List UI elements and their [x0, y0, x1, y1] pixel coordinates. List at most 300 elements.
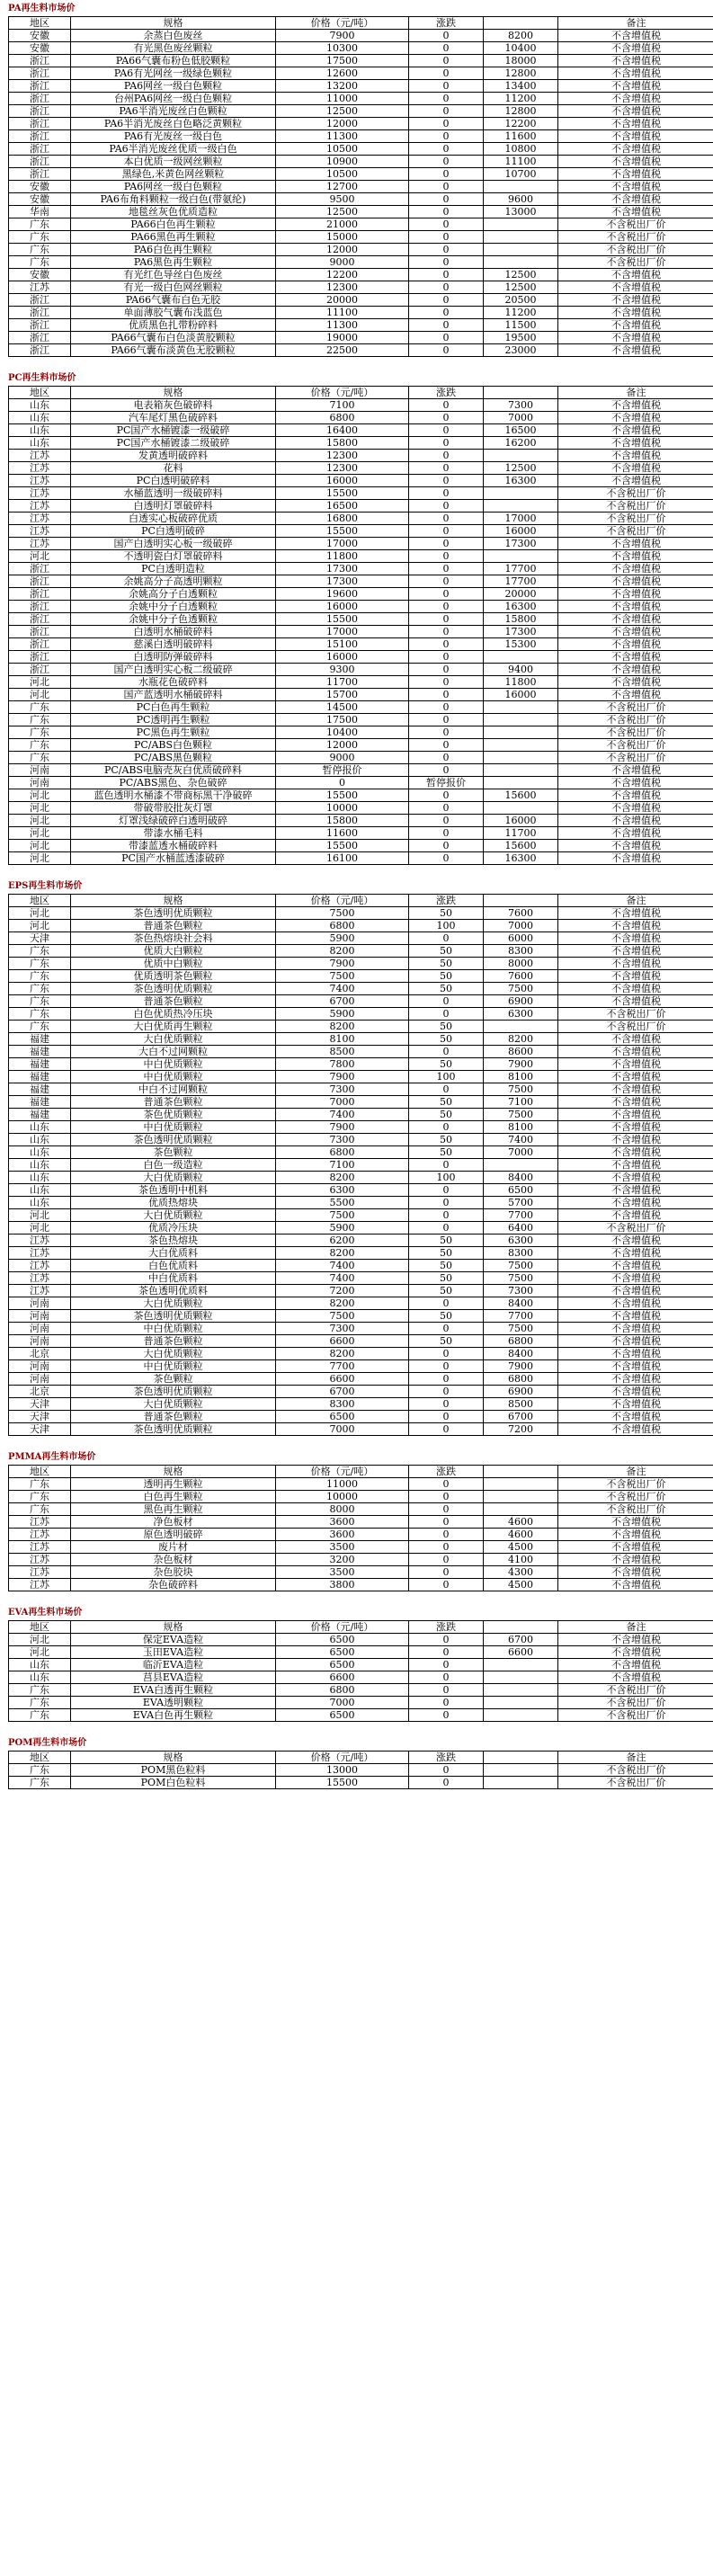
- table-row: [9, 1386, 713, 1398]
- table-cell: 0: [409, 575, 484, 588]
- table-cell: 50: [409, 1033, 484, 1046]
- table-cell: 8400: [484, 1348, 558, 1360]
- table-cell: 0: [409, 156, 484, 168]
- table-cell: 8300: [484, 1247, 558, 1260]
- table-cell: 不含税出厂价: [558, 487, 713, 500]
- table-cell: 11600: [276, 827, 409, 840]
- table-cell: 河南: [9, 764, 71, 777]
- table-cell: 茶色热熔块: [71, 1235, 276, 1247]
- table-cell: 6500: [276, 1411, 409, 1423]
- price-report: [0, 2, 713, 1789]
- table-cell: 江苏: [9, 1235, 71, 1247]
- table-cell: 50: [409, 1021, 484, 1033]
- table-cell: 不含增值税: [558, 777, 713, 789]
- table-cell: 不透明瓷白灯罩破碎料: [71, 550, 276, 563]
- table-cell: 8500: [276, 1046, 409, 1058]
- table-cell: 0: [409, 294, 484, 307]
- table-cell: 山东: [9, 1159, 71, 1172]
- header-cell: 规格: [71, 1466, 276, 1478]
- table-cell: 8400: [484, 1297, 558, 1310]
- table-cell: PA66气囊布粉色低胶颗粒: [71, 55, 276, 67]
- table-cell: 7400: [276, 1260, 409, 1272]
- table-cell: 19000: [276, 332, 409, 344]
- table-cell: 不含增值税: [558, 664, 713, 676]
- table-cell: 13400: [484, 80, 558, 93]
- table-cell: 0: [409, 1046, 484, 1058]
- table-cell: 广东: [9, 995, 71, 1008]
- table-cell: 7400: [276, 1272, 409, 1285]
- table-cell: 河北: [9, 907, 71, 920]
- price-table: [8, 1751, 713, 1789]
- table-cell: 不含增值税: [558, 105, 713, 118]
- table-cell: 0: [409, 764, 484, 777]
- table-cell: 7500: [484, 1260, 558, 1272]
- table-cell: 福建: [9, 1083, 71, 1096]
- table-cell: 河北: [9, 815, 71, 827]
- table-cell: 不含增值税: [558, 1360, 713, 1373]
- table-cell: [484, 1491, 558, 1503]
- table-cell: 15500: [276, 613, 409, 626]
- table-row: [9, 1529, 713, 1541]
- table-cell: 0: [409, 538, 484, 550]
- table-cell: PC/ABS黑色颗粒: [71, 752, 276, 764]
- table-cell: 不含增值税: [558, 1297, 713, 1310]
- table-cell: 山东: [9, 1172, 71, 1184]
- table-cell: 余姚中分子色透颗粒: [71, 613, 276, 626]
- table-cell: 不含增值税: [558, 437, 713, 450]
- table-cell: 山东: [9, 1197, 71, 1209]
- table-cell: 广东: [9, 1491, 71, 1503]
- table-cell: 山东: [9, 412, 71, 424]
- table-cell: 17500: [276, 55, 409, 67]
- table-cell: 4100: [484, 1554, 558, 1566]
- table-cell: 7700: [484, 1209, 558, 1222]
- table-cell: 16400: [276, 424, 409, 437]
- table-cell: 6700: [484, 1411, 558, 1423]
- table-cell: 0: [409, 269, 484, 281]
- table-cell: [484, 1777, 558, 1789]
- table-cell: 0: [409, 424, 484, 437]
- table-cell: [484, 231, 558, 244]
- table-cell: 7000: [276, 1096, 409, 1109]
- table-cell: 江苏: [9, 475, 71, 487]
- table-cell: [484, 726, 558, 739]
- table-cell: 保定EVA造粒: [71, 1634, 276, 1646]
- table-cell: 广东: [9, 1503, 71, 1516]
- table-cell: 10900: [276, 156, 409, 168]
- table-cell: 江苏: [9, 1579, 71, 1591]
- table-cell: 8200: [276, 1348, 409, 1360]
- table-cell: 不含增值税: [558, 1285, 713, 1297]
- table-cell: 不含增值税: [558, 1260, 713, 1272]
- table-cell: 不含增值税: [558, 1235, 713, 1247]
- table-cell: 0: [409, 1646, 484, 1659]
- header-cell: 价格（元/吨）: [276, 387, 409, 399]
- table-cell: 天津: [9, 932, 71, 945]
- table-row: [9, 1634, 713, 1646]
- table-cell: 6300: [276, 1184, 409, 1197]
- table-cell: 福建: [9, 1109, 71, 1121]
- table-cell: 0: [409, 601, 484, 613]
- table-cell: 8400: [484, 1172, 558, 1184]
- table-cell: 不含税出厂价: [558, 1478, 713, 1491]
- table-cell: PA6半消光废丝白色略泛黄颗粒: [71, 118, 276, 130]
- table-cell: 浙江: [9, 638, 71, 651]
- table-cell: [484, 764, 558, 777]
- table-cell: 广东: [9, 714, 71, 726]
- header-cell: 价格（元/吨）: [276, 17, 409, 30]
- table-cell: 6600: [276, 1335, 409, 1348]
- table-cell: 不含税出厂价: [558, 701, 713, 714]
- table-row: [9, 1335, 713, 1348]
- table-cell: 河北: [9, 689, 71, 701]
- table-row: [9, 1554, 713, 1566]
- table-cell: PC透明再生颗粒: [71, 714, 276, 726]
- table-cell: PC国产水桶蓝透漆破碎: [71, 852, 276, 865]
- header-cell: [484, 17, 558, 30]
- table-cell: PA6布角料颗粒一级白色(带氨纶): [71, 193, 276, 206]
- table-cell: PA66气囊布淡黄色无胶颗粒: [71, 344, 276, 357]
- table-cell: 不含增值税: [558, 462, 713, 475]
- table-cell: 17700: [484, 563, 558, 575]
- table-row: [9, 932, 713, 945]
- table-row: [9, 1579, 713, 1591]
- table-cell: 0: [409, 815, 484, 827]
- table-cell: 7700: [484, 1310, 558, 1323]
- table-cell: 不含增值税: [558, 676, 713, 689]
- header-cell: [484, 1621, 558, 1634]
- table-cell: 广东: [9, 1777, 71, 1789]
- table-cell: 0: [409, 344, 484, 357]
- table-cell: 江苏: [9, 1566, 71, 1579]
- table-cell: 杂色胶块: [71, 1566, 276, 1579]
- table-cell: 浙江: [9, 307, 71, 319]
- table-cell: 0: [409, 1491, 484, 1503]
- table-cell: 河北: [9, 789, 71, 802]
- table-cell: 4600: [484, 1516, 558, 1529]
- table-cell: 浙江: [9, 80, 71, 93]
- table-cell: 7900: [484, 1360, 558, 1373]
- header-cell: 备注: [558, 17, 713, 30]
- table-row: [9, 1297, 713, 1310]
- table-cell: 不含税出厂价: [558, 1222, 713, 1235]
- table-row: [9, 1109, 713, 1121]
- table-cell: 河南: [9, 1373, 71, 1386]
- table-cell: 9500: [276, 193, 409, 206]
- table-cell: 白透明灯罩破碎料: [71, 500, 276, 513]
- table-row: [9, 613, 713, 626]
- table-cell: 7200: [484, 1423, 558, 1436]
- table-row: [9, 575, 713, 588]
- table-cell: 50: [409, 1260, 484, 1272]
- table-cell: 大白优质颗粒: [71, 1033, 276, 1046]
- table-cell: 0: [409, 319, 484, 332]
- table-cell: 不含税出厂价: [558, 1697, 713, 1709]
- table-row: [9, 1184, 713, 1197]
- table-cell: 河北: [9, 1209, 71, 1222]
- table-cell: 水瓶花色破碎料: [71, 676, 276, 689]
- table-cell: 普通茶色颗粒: [71, 995, 276, 1008]
- table-cell: 不含增值税: [558, 651, 713, 664]
- table-row: [9, 130, 713, 143]
- table-row: [9, 1398, 713, 1411]
- table-cell: 白透明防弹破碎料: [71, 651, 276, 664]
- table-cell: 21000: [276, 218, 409, 231]
- table-cell: 广东: [9, 256, 71, 269]
- table-cell: 广东: [9, 983, 71, 995]
- table-cell: 12300: [276, 462, 409, 475]
- header-cell: 涨跌: [409, 895, 484, 907]
- table-cell: 9600: [484, 193, 558, 206]
- table-cell: 杂色板材: [71, 1554, 276, 1566]
- table-row: [9, 1083, 713, 1096]
- table-row: [9, 651, 713, 664]
- table-cell: 广东: [9, 970, 71, 983]
- table-cell: 山东: [9, 399, 71, 412]
- table-cell: 0: [409, 1222, 484, 1235]
- table-cell: 山东: [9, 424, 71, 437]
- table-cell: 广东: [9, 701, 71, 714]
- table-cell: PC/ABS白色颗粒: [71, 739, 276, 752]
- header-cell: 涨跌: [409, 17, 484, 30]
- table-cell: 0: [409, 1516, 484, 1529]
- table-row: [9, 1285, 713, 1297]
- table-cell: 花料: [71, 462, 276, 475]
- table-cell: 浙江: [9, 575, 71, 588]
- table-cell: 0: [409, 1197, 484, 1209]
- table-cell: 浙江: [9, 319, 71, 332]
- table-cell: PA6有光废丝一级白色: [71, 130, 276, 143]
- table-cell: 17700: [484, 575, 558, 588]
- table-cell: [484, 487, 558, 500]
- table-cell: 单面薄胶气囊布浅蓝色: [71, 307, 276, 319]
- table-cell: 16200: [484, 437, 558, 450]
- table-cell: 广东: [9, 726, 71, 739]
- table-cell: 7500: [276, 1310, 409, 1323]
- table-row: [9, 1516, 713, 1529]
- table-cell: 茶色热熔块社会料: [71, 932, 276, 945]
- table-cell: 8100: [484, 1121, 558, 1134]
- table-cell: 浙江: [9, 651, 71, 664]
- table-cell: 0: [409, 1659, 484, 1671]
- table-cell: 不含增值税: [558, 344, 713, 357]
- table-cell: 不含税出厂价: [558, 1021, 713, 1033]
- table-cell: 不含增值税: [558, 1659, 713, 1671]
- table-cell: 河南: [9, 1360, 71, 1373]
- table-cell: 河北: [9, 676, 71, 689]
- table-header-row: [9, 1752, 713, 1764]
- header-cell: 价格（元/吨）: [276, 1752, 409, 1764]
- table-cell: 不含增值税: [558, 802, 713, 815]
- table-row: [9, 1159, 713, 1172]
- table-cell: 江苏: [9, 525, 71, 538]
- table-cell: 11300: [276, 319, 409, 332]
- table-cell: 不含税出厂价: [558, 1777, 713, 1789]
- table-cell: PA66气囊布白色淡黄胶颗粒: [71, 332, 276, 344]
- table-cell: 50: [409, 958, 484, 970]
- table-cell: 8300: [276, 1398, 409, 1411]
- table-cell: PC/ABS电脑壳灰白优质破碎料: [71, 764, 276, 777]
- table-cell: 8200: [276, 1021, 409, 1033]
- table-cell: 不含税出厂价: [558, 218, 713, 231]
- table-row: [9, 1709, 713, 1722]
- table-cell: 0: [409, 412, 484, 424]
- table-row: [9, 1659, 713, 1671]
- table-cell: 不含税出厂价: [558, 752, 713, 764]
- table-cell: 15600: [484, 789, 558, 802]
- table-cell: 江苏: [9, 1260, 71, 1272]
- table-cell: 浙江: [9, 588, 71, 601]
- table-row: [9, 1360, 713, 1373]
- table-cell: 白透明水桶破碎料: [71, 626, 276, 638]
- table-cell: 100: [409, 1172, 484, 1184]
- table-cell: 0: [409, 1579, 484, 1591]
- table-cell: 中白优质颗粒: [71, 1360, 276, 1373]
- table-cell: 不含增值税: [558, 932, 713, 945]
- table-cell: PA6黑色再生颗粒: [71, 256, 276, 269]
- table-row: [9, 1310, 713, 1323]
- table-cell: 汽车尾灯黑色破碎料: [71, 412, 276, 424]
- table-cell: 9300: [276, 664, 409, 676]
- table-cell: [484, 1671, 558, 1684]
- header-cell: 地区: [9, 17, 71, 30]
- table-cell: 0: [409, 513, 484, 525]
- table-cell: 7900: [276, 958, 409, 970]
- table-cell: 0: [276, 777, 409, 789]
- table-cell: 0: [409, 487, 484, 500]
- table-cell: PA6网丝一级白色颗粒: [71, 181, 276, 193]
- table-cell: 6500: [276, 1709, 409, 1722]
- table-cell: 0: [409, 1398, 484, 1411]
- table-cell: 11100: [484, 156, 558, 168]
- table-cell: 浙江: [9, 130, 71, 143]
- table-cell: 6300: [484, 1008, 558, 1021]
- table-cell: [484, 1684, 558, 1697]
- table-cell: 浙江: [9, 664, 71, 676]
- table-cell: 广东: [9, 1684, 71, 1697]
- table-cell: 浙江: [9, 143, 71, 156]
- table-row: [9, 827, 713, 840]
- section-gap: [8, 1722, 705, 1734]
- table-cell: 11100: [276, 307, 409, 319]
- table-cell: 5900: [276, 1008, 409, 1021]
- table-cell: 0: [409, 664, 484, 676]
- table-cell: 9000: [276, 256, 409, 269]
- table-cell: 电表箱灰色破碎料: [71, 399, 276, 412]
- table-row: [9, 67, 713, 80]
- table-cell: 8300: [484, 945, 558, 958]
- table-row: [9, 1021, 713, 1033]
- table-cell: 普通茶色颗粒: [71, 1096, 276, 1109]
- table-cell: 16300: [484, 475, 558, 487]
- table-cell: 茶色透明优质颗粒: [71, 983, 276, 995]
- table-cell: 山东: [9, 437, 71, 450]
- price-table: [8, 1620, 713, 1722]
- table-cell: 11500: [484, 319, 558, 332]
- table-row: [9, 538, 713, 550]
- table-cell: 不含增值税: [558, 563, 713, 575]
- table-row: [9, 588, 713, 601]
- table-cell: 7300: [276, 1323, 409, 1335]
- table-cell: 广东: [9, 945, 71, 958]
- table-cell: 0: [409, 256, 484, 269]
- table-cell: 23000: [484, 344, 558, 357]
- table-cell: 15500: [276, 840, 409, 852]
- header-cell: 地区: [9, 895, 71, 907]
- table-cell: 50: [409, 945, 484, 958]
- table-cell: 原色透明破碎: [71, 1529, 276, 1541]
- table-cell: 0: [409, 1373, 484, 1386]
- table-cell: 6300: [484, 1235, 558, 1247]
- table-cell: 5700: [484, 1197, 558, 1209]
- table-cell: 16300: [484, 601, 558, 613]
- table-cell: 16000: [484, 689, 558, 701]
- table-cell: [484, 701, 558, 714]
- table-cell: 浙江: [9, 93, 71, 105]
- table-cell: 不含增值税: [558, 1671, 713, 1684]
- table-cell: 19500: [484, 332, 558, 344]
- table-cell: 不含增值税: [558, 412, 713, 424]
- table-cell: 不含增值税: [558, 130, 713, 143]
- table-cell: 0: [409, 1529, 484, 1541]
- table-cell: 11800: [276, 550, 409, 563]
- table-cell: 50: [409, 983, 484, 995]
- section-gap: [8, 1591, 705, 1604]
- table-cell: 不含增值税: [558, 143, 713, 156]
- table-cell: 15800: [484, 613, 558, 626]
- table-cell: 15300: [484, 638, 558, 651]
- table-cell: 不含增值税: [558, 1184, 713, 1197]
- table-cell: 不含增值税: [558, 1172, 713, 1184]
- table-cell: 50: [409, 1285, 484, 1297]
- table-cell: 不含增值税: [558, 1634, 713, 1646]
- header-cell: 备注: [558, 387, 713, 399]
- table-cell: 7900: [276, 1121, 409, 1134]
- header-cell: 规格: [71, 1621, 276, 1634]
- table-cell: 7500: [484, 1083, 558, 1096]
- table-cell: 白色优质热冷压块: [71, 1008, 276, 1021]
- price-table: [8, 16, 713, 357]
- table-cell: 广东: [9, 958, 71, 970]
- table-cell: [484, 256, 558, 269]
- table-cell: 6600: [484, 1646, 558, 1659]
- table-cell: 福建: [9, 1058, 71, 1071]
- header-cell: 备注: [558, 1752, 713, 1764]
- table-cell: 江苏: [9, 500, 71, 513]
- table-cell: 12000: [276, 118, 409, 130]
- table-cell: 6800: [276, 412, 409, 424]
- table-cell: 0: [409, 450, 484, 462]
- table-cell: 12700: [276, 181, 409, 193]
- table-cell: 0: [409, 802, 484, 815]
- table-cell: 50: [409, 1335, 484, 1348]
- table-cell: 7000: [276, 1423, 409, 1436]
- table-cell: 不含增值税: [558, 30, 713, 42]
- table-cell: 优质大白颗粒: [71, 945, 276, 958]
- table-row: [9, 1247, 713, 1260]
- table-cell: 广东: [9, 1021, 71, 1033]
- table-cell: 17300: [484, 626, 558, 638]
- table-cell: 7900: [276, 1071, 409, 1083]
- table-cell: 12300: [276, 450, 409, 462]
- table-cell: 不含增值税: [558, 538, 713, 550]
- table-cell: 山东: [9, 1184, 71, 1197]
- table-cell: 6500: [276, 1646, 409, 1659]
- table-cell: [484, 1503, 558, 1516]
- table-cell: 7500: [484, 983, 558, 995]
- table-row: [9, 1134, 713, 1146]
- table-row: [9, 664, 713, 676]
